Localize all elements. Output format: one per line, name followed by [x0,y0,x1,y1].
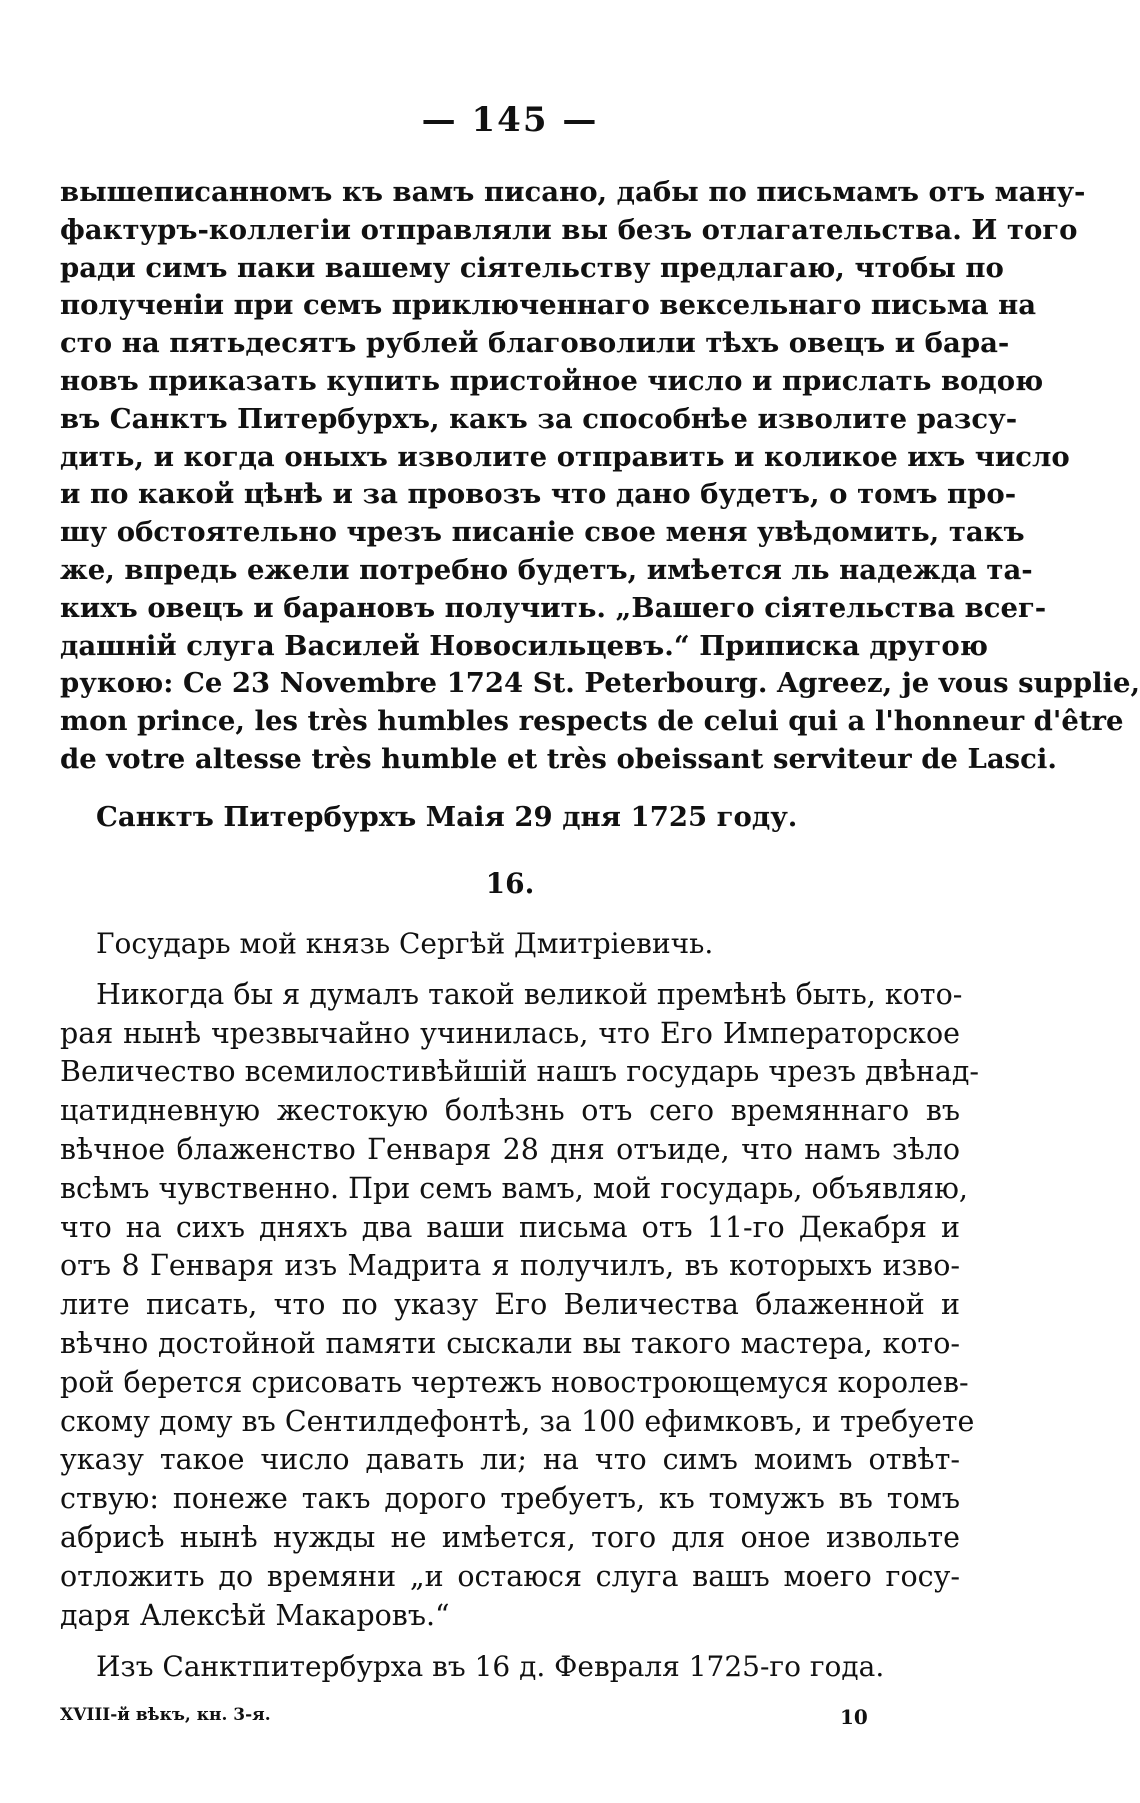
text-line: новъ приказать купить пристойное число и прислать водою [60,364,1044,397]
text-line: шу обстоятельно чрезъ писаніе свое меня увѣдомить, такъ [60,516,1025,549]
text-line: рукою: Ce 23 Novembre 1724 St. Peterbourg. Agreez, je vous supplie, [60,667,1140,700]
text-line: въ Санктъ Питербурхъ, какъ за способнѣе изволите разсу- [60,402,1018,435]
signature-mark: XVIII-й вѣкъ, кн. 3-я. [60,1705,271,1726]
text-line: цатидневную жестокую болѣзнь отъ сего времяннаго въ [60,1094,960,1128]
sheet-number: 10 [840,1705,868,1730]
text-line: вѣчное блаженство Генваря 28 дня отъиде, что намъ зѣло [60,1132,960,1166]
text-line: фактуръ-коллегіи отправляли вы безъ отлагательства. И того [60,213,1078,246]
text-line: кихъ овецъ и барановъ получить. „Вашего сіятельства всег- [60,591,1047,624]
letter-number: 16. [485,866,535,900]
text-line: лите писать, что по указу Его Величества блаженной и [60,1288,960,1322]
text-line: Никогда бы я думалъ такой великой премѣнѣ быть, кото- [96,977,963,1011]
text-line: ради симъ паки вашему сіятельству предлагаю, чтобы по [60,251,1004,284]
letter-15-body [60,174,1140,779]
text-line: de votre altesse très humble et très obeissant serviteur de Lasci. [60,742,1057,775]
text-line: скому дому въ Сентилдефонтѣ, за 100 ефимковъ, и требуете [60,1404,975,1438]
text-line: же, впредь ежели потребно будетъ, имѣется ль надежда та- [60,553,1033,586]
text-line: вышеписанномъ къ вамъ писано, дабы по письмамъ отъ ману- [60,176,1086,208]
page-footer [60,1705,960,1729]
text-line: что на сихъ дняхъ два ваши письма отъ 11-го Декабря и [60,1210,960,1244]
letter-salutation: Государь мой князь Сергѣй Дмитріевичь. [96,926,714,960]
text-line: mon prince, les très humbles respects de celui qui a l'honneur d'être [60,705,1124,738]
letter-16-date: Изъ Санктпитербурха въ 16 д. Февраля 1725-го года. [96,1650,885,1684]
text-line: вѣчно достойной памяти сыскали вы такого мастера, кото- [60,1326,960,1360]
text-line: даря Алексѣй Макаровъ.“ [60,1598,450,1632]
text-line: отъ 8 Генваря изъ Мадрита я получилъ, въ которыхъ изво- [60,1249,960,1283]
text-line: указу такое число давать ли; на что симъ моимъ отвѣт- [60,1443,960,1477]
text-line: рая нынѣ чрезвычайно учинилась, что Его Императорское [60,1016,960,1050]
text-line: абрисѣ нынѣ нужды не имѣется, того для оное извольте [60,1520,960,1554]
letter-16-body [60,976,980,1636]
text-line: Величество всемилостивѣйшій нашъ государь чрезъ двѣнад- [60,1055,980,1089]
text-line: и по какой цѣнѣ и за провозъ что дано будетъ, о томъ про- [60,478,1017,511]
text-line: рой берется срисовать чертежъ новостроющемуся королев- [60,1365,969,1399]
letter-15-date: Санктъ Питербурхъ Маія 29 дня 1725 году. [96,800,798,833]
page-number: — 145 — [421,100,599,140]
text-line: сто на пятьдесятъ рублей благоволили тѣхъ овецъ и бара- [60,327,1010,360]
text-line: дашній слуга Василей Новосильцевъ.“ Приписка другою [60,629,988,662]
text-line: всѣмъ чувственно. При семъ вамъ, мой государь, объявляю, [60,1171,968,1205]
text-line: отложить до времяни „и остаюся слуга вашъ моего госу- [60,1559,960,1593]
text-line: дить, и когда оныхъ изволите отправить и коликое ихъ число [60,440,1070,473]
text-line: полученіи при семъ приключеннаго вексельнаго письма на [60,289,1037,322]
text-line: ствую: понеже такъ дорого требуетъ, къ томужъ въ томъ [60,1482,960,1516]
book-page [60,100,1140,1730]
